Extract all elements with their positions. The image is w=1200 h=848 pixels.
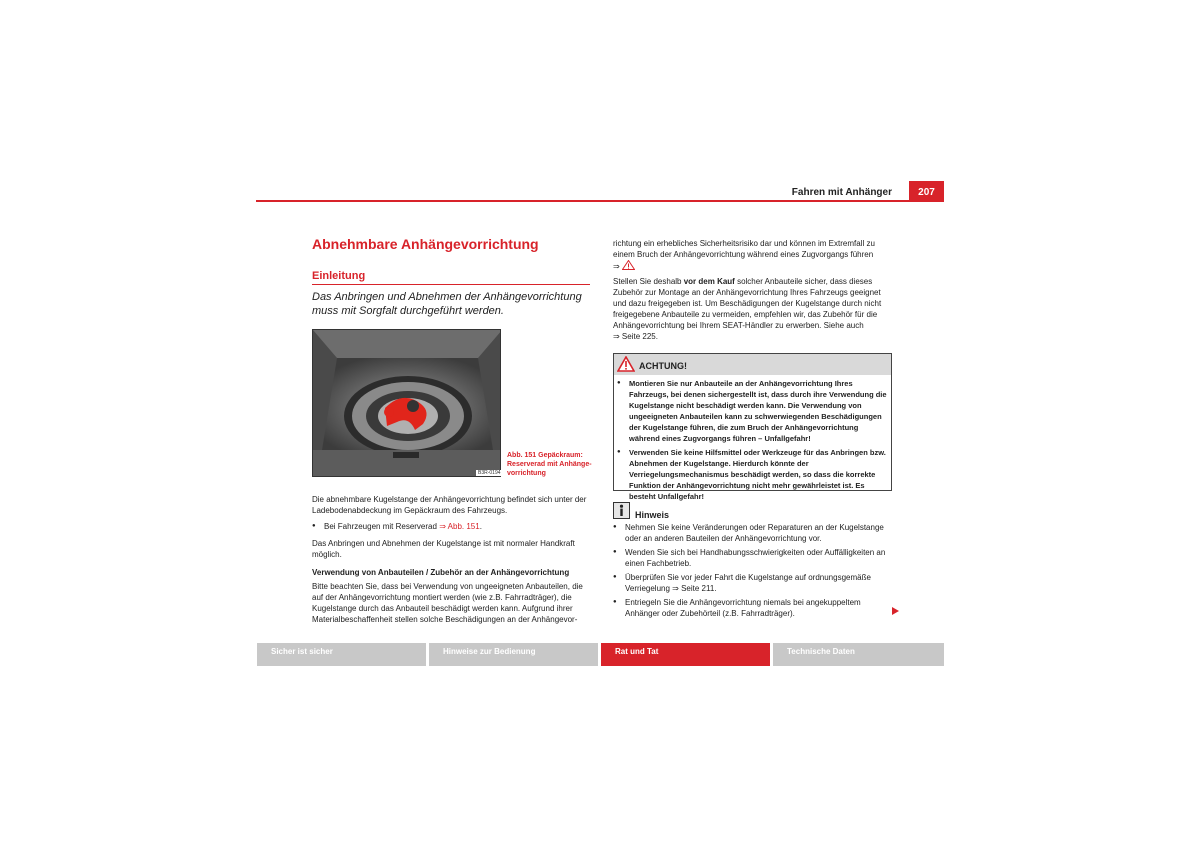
warning-item: ● Montieren Sie nur Anbauteile an der Anhängevorrichtung Ihres Fahrzeugs, bei denen sichergestellt ist, dass durch ihre Verwendung die Kugelstange nicht beschädigt werden kann. Die Verwendung von ungeeigneten Anbauteilen kann zu schwerwiegenden Beschädigungen der Kugelstange führen, die zum Bruch der Anhängevorrichtung während eines Zugvorgangs führen – Unfallgefahr! [617, 378, 890, 444]
footer-tab-technische-daten[interactable] [773, 643, 944, 666]
bullet-end: . [479, 522, 482, 531]
note-item: ● Nehmen Sie keine Veränderungen oder Reparaturen an der Kugelstange oder an anderen Bauteilen der Anhängevorrichtung vor. [613, 522, 893, 544]
note-item: ● Überprüfen Sie vor jeder Fahrt die Kugelstange auf ordnungsgemäße Verriegelung ⇒ Seite 211. [613, 572, 893, 594]
col1-paragraph-1: Die abnehmbare Kugelstange der Anhängevorrichtung befindet sich unter der Ladebodenabdeckung im Gepäckraum des Fahrzeugs. [312, 495, 587, 515]
col1-paragraph-2: Das Anbringen und Abnehmen der Kugelstange ist mit normaler Handkraft möglich. [312, 539, 575, 559]
warning-ref-arrow: ⇒ [613, 262, 620, 271]
col2-paragraph-2 [613, 276, 893, 342]
figure-code: B3R-0194 [478, 470, 501, 476]
footer-tab-sicher[interactable] [257, 643, 426, 666]
warning-item: ● Verwenden Sie keine Hilfsmittel oder Werkzeuge für das Anbringen bzw. Abnehmen der Kugelstange. Hierdurch könnte der Verriegelungsmechanismus beschädigt werden, so dass die korrekte Funktion der Anhängevorrichtung nicht mehr gewährleistet ist. Es besteht Unfallgefahr! [617, 447, 890, 502]
warning-title: ACHTUNG! [639, 361, 687, 371]
section-subtitle: Einleitung [312, 270, 366, 282]
col2-paragraph-1 [613, 238, 893, 272]
footer-tab-label: Technische Daten [787, 647, 855, 656]
page-link-225[interactable]: ⇒ Seite 225. [613, 332, 658, 341]
continue-arrow-icon [892, 607, 899, 615]
trunk-illustration [313, 330, 501, 477]
col1-subheading: Verwendung von Anbauteilen / Zubehör an der Anhängevorrichtung [312, 568, 570, 577]
col2-p1-text: richtung ein erhebliches Sicherheitsrisiko dar und können im Extremfall zu einem Bruch der Anhängevorrichtung während eines Zugvorgangs führen [613, 239, 875, 259]
col2-p2-start: Stellen Sie deshalb [613, 277, 684, 286]
warning-icon [617, 356, 635, 372]
bullet-text: Bei Fahrzeugen mit Reserverad [324, 522, 437, 531]
col1-bullet-1 [312, 521, 604, 532]
footer-tab-rat-und-tat[interactable] [601, 643, 770, 666]
col2-p2-bold: vor dem Kauf [683, 277, 735, 286]
footer-tab-label: Rat und Tat [615, 647, 659, 656]
col2-p2-rest: solcher Anbauteile sicher, dass dieses Zubehör zur Montage an der Anhängevorrichtung Ihres Fahrzeugs geeignet und dazu freigegeben ist. Um Beschädigungen der Kugelstange durch nicht freigegebene Anbauteile zu vermeiden, empfehlen wir, das Zubehör für die Anhängevorrichtung bei Ihrem SEAT-Händler zu erwerben. Siehe auch [613, 277, 882, 330]
figure-caption: Abb. 151 Gepäckraum: Reserverad mit Anhängevorrichtung [507, 452, 592, 477]
footer-tab-bedienung[interactable] [429, 643, 598, 666]
info-icon [613, 502, 630, 519]
note-list [613, 522, 893, 619]
note-item: ● Wenden Sie sich bei Handhabungsschwierigkeiten oder Auffälligkeiten an einen Fachbetrieb. [613, 547, 893, 569]
header-rule [256, 200, 944, 202]
subtitle-rule [312, 284, 590, 285]
footer-tab-label: Hinweise zur Bedienung [443, 647, 536, 656]
warning-triangle-icon [622, 260, 635, 270]
warning-body [617, 378, 890, 502]
footer-tab-label: Sicher ist sicher [271, 647, 333, 656]
section-title: Abnehmbare Anhängevorrichtung [312, 236, 539, 252]
col1-paragraph-3: Bitte beachten Sie, dass bei Verwendung von ungeeigneten Anbauteilen, die auf der Anhängevorrichtung montiert werden (wie z.B. Fahrradträger), die Kugelstange durch das Anbauteil beschädigt werden kann. Aufgrund ihrer Materialbeschaffenheit stellen solche Beschädigungen an der Anhängevor- [312, 582, 583, 624]
note-title: Hinweis [635, 510, 670, 520]
intro-text: Das Anbringen und Abnehmen der Anhängevorrichtung muss mit Sorgfalt durchgeführt werden. [312, 291, 582, 317]
running-header: Fahren mit Anhänger [791, 187, 892, 198]
figure-link[interactable]: ⇒ Abb. 151 [439, 522, 480, 531]
page-number: 207 [918, 187, 935, 198]
note-item: ● Entriegeln Sie die Anhängevorrichtung niemals bei angekuppeltem Anhänger oder Zubehörteil (z.B. Fahrradträger). [613, 597, 893, 619]
trunk-spare-wheel-photo [312, 329, 501, 477]
